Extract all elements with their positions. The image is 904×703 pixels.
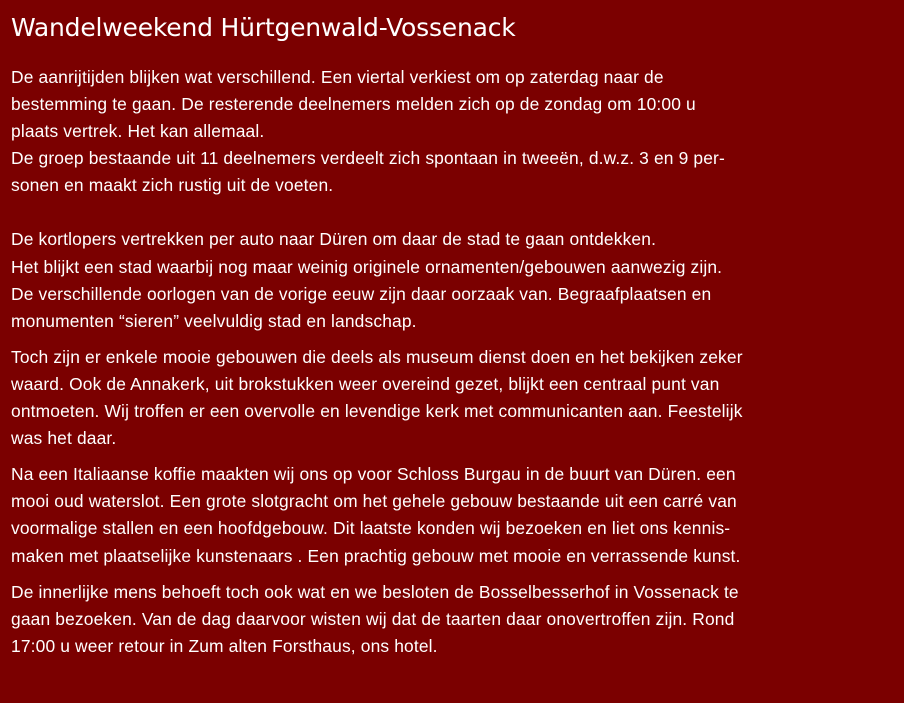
slide-body (11, 64, 896, 660)
paragraph-annakerk (11, 344, 896, 452)
paragraph-spacer (11, 199, 896, 226)
text-line: De aanrijtijden blijken wat verschillend. Een viertal verkiest om op zaterdag naar de (11, 67, 664, 87)
paragraph-spacer (11, 452, 896, 461)
text-line: monumenten “sieren” veelvuldig stad en landschap. (11, 310, 417, 331)
text-line: Het blijkt een stad waarbij nog maar weinig originele ornamenten/gebouwen aanwezig zijn. (11, 256, 723, 277)
text-line: sonen en maakt zich rustig uit de voeten. (11, 175, 334, 196)
text-line: De kortlopers vertrekken per auto naar Düren om daar de stad te gaan ontdekken. (11, 229, 657, 250)
text-line: voormalige stallen en een hoofdgebouw. Dit laatste konden wij bezoeken en liet ons kennis- (11, 518, 731, 539)
text-line: mooi oud waterslot. Een grote slotgracht om het gehele gebouw bestaande uit een carré van (11, 491, 737, 512)
text-line: De groep bestaande uit 11 deelnemers verdeelt zich spontaan in tweeën, d.w.z. 3 en 9 per- (11, 148, 725, 169)
text-line: was het daar. (11, 428, 117, 449)
slide-title: Wandelweekend Hürtgenwald-Vossenack (11, 13, 516, 42)
paragraph-spacer (11, 335, 896, 344)
paragraph-duren (11, 226, 896, 334)
text-line: waard. Ook de Annakerk, uit brokstukken weer overeind gezet, blijkt een centraal punt van (11, 373, 720, 394)
paragraph-arrival (11, 64, 896, 199)
paragraph-spacer (11, 570, 896, 579)
text-line: De verschillende oorlogen van de vorige eeuw zijn daar oorzaak van. Begraafplaatsen en (11, 283, 712, 304)
paragraph-bosselbesserhof (11, 579, 896, 660)
text-line: Toch zijn er enkele mooie gebouwen die deels als museum dienst doen en het bekijken zeker (11, 346, 743, 367)
text-line: gaan bezoeken. Van de dag daarvoor wisten wij dat de taarten daar onovertroffen zijn. Rond (11, 608, 735, 629)
text-line: bestemming te gaan. De resterende deelnemers melden zich op de zondag om 10:00 u (11, 94, 696, 115)
text-line: Na een Italiaanse koffie maakten wij ons op voor Schloss Burgau in de buurt van Düren. een (11, 464, 736, 485)
text-line: 17:00 u weer retour in Zum alten Forsthaus, ons hotel. (11, 635, 438, 656)
text-line: plaats vertrek. Het kan allemaal. (11, 121, 265, 142)
paragraph-schloss-burgau (11, 461, 896, 569)
text-line: De innerlijke mens behoeft toch ook wat en we besloten de Bosselbesserhof in Vossenack te (11, 581, 739, 602)
text-line: ontmoeten. Wij troffen er een overvolle en levendige kerk met communicanten aan. Feestelijk (11, 401, 743, 422)
text-line: maken met plaatselijke kunstenaars . Een prachtig gebouw met mooie en verrassende kunst. (11, 545, 741, 566)
